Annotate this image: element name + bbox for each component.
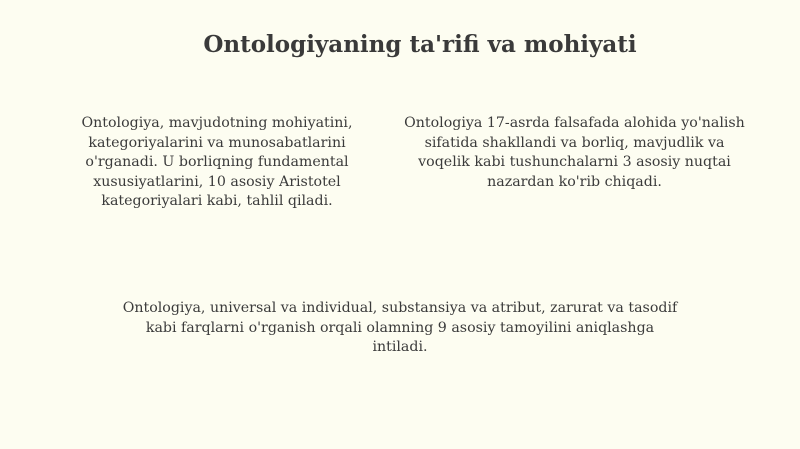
paragraph-definition: Ontologiya, mavjudotning mohiyatini, kategoriyalarini va munosabatlarini o'rganadi. U borliqning fundamental xususiyatlarini, 10 asosiy Aristotel kategoriyalari kabi, tahlil qiladi. (81, 115, 353, 209)
slide-title: Ontologiyaning ta'rifi va mohiyati (203, 31, 637, 58)
paragraph-principles: Ontologiya, universal va individual, substansiya va atribut, zarurat va tasodif kabi farqlarni o'rganish orqali olamning 9 asosiy tamoyilini aniqlashga intiladi. (122, 300, 678, 355)
paragraph-history: Ontologiya 17-asrda falsafada alohida yo'nalish sifatida shakllandi va borliq, mavjudlik va voqelik kabi tushunchalarni 3 asosiy nuqtai nazardan ko'rib chiqadi. (404, 115, 745, 190)
